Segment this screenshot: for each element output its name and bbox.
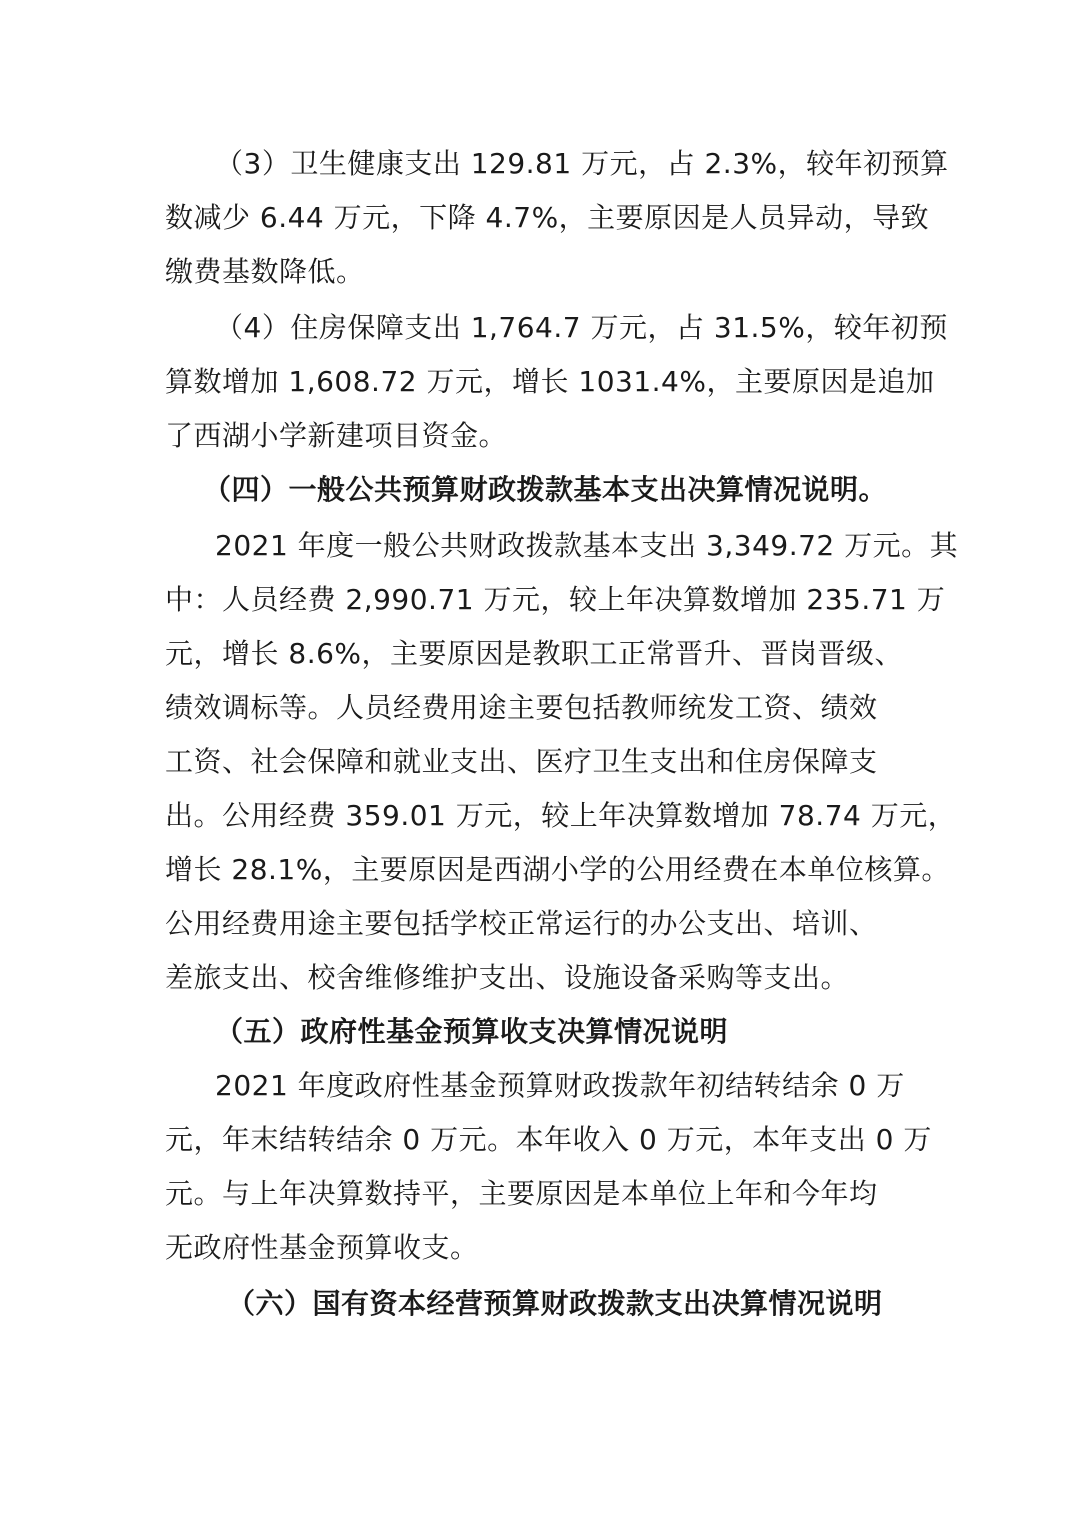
paragraph-health-line-2: 数减少 6.44 万元，下降 4.7%，主要原因是人员异动，导致 xyxy=(165,201,930,234)
section-heading-6: （六）国有资本经营预算财政拨款支出决算情况说明 xyxy=(227,1287,883,1320)
paragraph-fund-line-3: 元。与上年决算数持平，主要原因是本单位上年和今年均 xyxy=(165,1177,878,1210)
paragraph-health-line-1: （3）卫生健康支出 129.81 万元，占 2.3%，较年初预算 xyxy=(215,147,949,180)
paragraph-housing-line-1: （4）住房保障支出 1,764.7 万元，占 31.5%，较年初预 xyxy=(215,311,948,344)
paragraph-basic-line-3: 元，增长 8.6%，主要原因是教职工正常晋升、晋岗晋级、 xyxy=(165,637,904,670)
paragraph-basic-line-1: 2021 年度一般公共财政拨款基本支出 3,349.72 万元。其 xyxy=(215,529,959,562)
paragraph-basic-line-4: 绩效调标等。人员经费用途主要包括教师统发工资、绩效 xyxy=(165,691,878,724)
paragraph-basic-line-5: 工资、社会保障和就业支出、医疗卫生支出和住房保障支 xyxy=(165,745,878,778)
paragraph-fund-line-2: 元，年末结转结余 0 万元。本年收入 0 万元，本年支出 0 万 xyxy=(165,1123,932,1156)
paragraph-housing-line-2: 算数增加 1,608.72 万元，增长 1031.4%，主要原因是追加 xyxy=(165,365,935,398)
section-heading-5: （五）政府性基金预算收支决算情况说明 xyxy=(215,1015,729,1048)
paragraph-basic-line-2: 中：人员经费 2,990.71 万元，较上年决算数增加 235.71 万 xyxy=(165,583,946,616)
paragraph-basic-line-7: 增长 28.1%，主要原因是西湖小学的公用经费在本单位核算。 xyxy=(165,853,950,886)
paragraph-basic-line-9: 差旅支出、校舍维修维护支出、设施设备采购等支出。 xyxy=(165,961,850,994)
paragraph-fund-line-1: 2021 年度政府性基金预算财政拨款年初结转结余 0 万 xyxy=(215,1069,905,1102)
section-heading-4: （四）一般公共预算财政拨款基本支出决算情况说明。 xyxy=(203,473,888,506)
paragraph-basic-line-6: 出。公用经费 359.01 万元，较上年决算数增加 78.74 万元， xyxy=(165,799,957,832)
paragraph-basic-line-8: 公用经费用途主要包括学校正常运行的办公支出、培训、 xyxy=(165,907,878,940)
paragraph-fund-line-4: 无政府性基金预算收支。 xyxy=(165,1231,479,1264)
paragraph-health-line-3: 缴费基数降低。 xyxy=(165,255,365,288)
paragraph-housing-line-3: 了西湖小学新建项目资金。 xyxy=(165,419,508,452)
